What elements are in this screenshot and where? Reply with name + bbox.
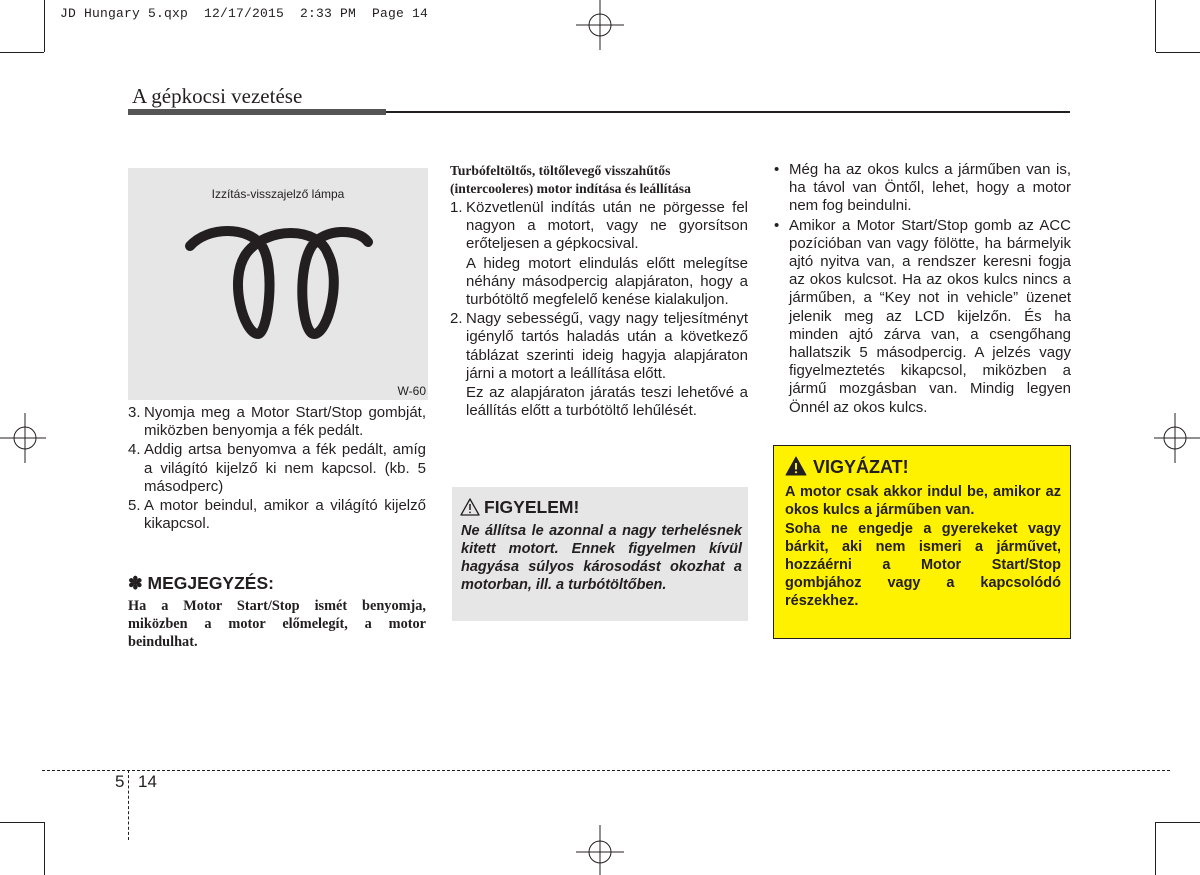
- warning-title: [785, 456, 909, 478]
- warning-paragraph: Soha ne engedje a gyerekeket vagy bárkit, aki nem ismeri a járművet, hozzáérni a Motor Start/Stop gombjához vagy a kapcsolódó részekhez.: [785, 521, 1061, 609]
- figure-caption: Izzítás-visszajelző lámpa: [211, 187, 345, 201]
- step-number: 5.: [128, 497, 141, 515]
- warning-title-text: VIGYÁZAT!: [813, 457, 909, 477]
- note-body: Ha a Motor Start/Stop ismét benyomja, miközben a motor előmelegít, a motor beindulhat.: [128, 598, 426, 650]
- list-item: [128, 404, 426, 440]
- turbo-steps-list: [450, 199, 748, 421]
- step-number: 3.: [128, 404, 141, 421]
- step-subparagraph: Ez az alapjáraton járatás teszi lehetővé a leállítás előtt a turbótöltő lehűlését.: [466, 384, 748, 420]
- chapter-number: 5: [115, 772, 125, 791]
- caution-triangle-icon: [460, 498, 480, 516]
- note-title-text: MEGJEGYZÉS:: [147, 573, 274, 593]
- warning-paragraph: A motor csak akkor indul be, amikor az okos kulcs a járműben van.: [785, 484, 1061, 518]
- note-title: [128, 573, 274, 594]
- registration-mark-left-icon: [0, 413, 50, 463]
- page-number: 14: [138, 772, 157, 791]
- step-text: Nagy sebességű, vagy nagy teljesítményt igénylő tartós haladás után a következő táblázat szerinti ideig hagyja alapjáraton járni a motort a leállítása előtt.: [466, 310, 748, 382]
- caution-box: [452, 487, 748, 621]
- warning-body: [785, 483, 1061, 611]
- registration-mark-bottom-icon: [572, 825, 628, 875]
- step-text: Nyomja meg a Motor Start/Stop gombját, miközben benyomja a fék pedált.: [144, 404, 426, 440]
- list-item: [128, 497, 426, 533]
- section-title: A gépkocsi vezetése: [132, 84, 303, 108]
- list-item: [450, 310, 748, 383]
- figure-code: W-60: [397, 384, 426, 398]
- registration-mark-top-icon: [572, 0, 628, 52]
- header-rule-thick: [128, 109, 386, 115]
- list-item: [128, 441, 426, 496]
- glow-plug-coil-icon: [168, 208, 388, 348]
- bullet-icon: •: [774, 161, 780, 178]
- start-steps-list: [128, 404, 426, 534]
- list-item: [450, 199, 748, 254]
- step-text: Közvetlenül indítás után ne pörgesse fel nagyon a motort, vagy ne gyorsítson erőteljesen a gépkocsival.: [466, 199, 748, 253]
- footer-divider: [128, 770, 129, 840]
- header-rule-thin: [386, 111, 1070, 113]
- caution-title-text: FIGYELEM!: [484, 497, 580, 517]
- print-slug: JD Hungary 5.qxp 12/17/2015 2:33 PM Page 14: [60, 6, 429, 21]
- turbo-heading: Turbófeltöltős, töltőlevegő visszahűtős (intercooleres) motor indítása és leállítása: [450, 163, 691, 196]
- bullet-text: Amikor a Motor Start/Stop gomb az ACC pozícióban van vagy fölötte, ha bármelyik ajtó nyitva van, a rendszer keresni fogja az okos kulcsot. Ha az okos kulcs nincs a járműben, a “Key not in vehicle” üzenet jelenik meg az LCD kijelzőn. És ha minden ajtó zárva van, a csengőhang hallatszik 5 másodpercig. A jelzés vagy figyelmeztetés kikapcsol, miközben a jármű mozgásban van. Mindig legyen Önnél az okos kulcs.: [789, 216, 1071, 416]
- caution-body: Ne állítsa le azonnal a nagy terhelésnek kitett motort. Ennek figyelmen kívül hagyása súlyos károsodást okozhat a motorban, ill. a turbótöltőben.: [461, 523, 742, 593]
- step-number: 4.: [128, 441, 141, 459]
- step-text: Addig artsa benyomva a fék pedált, amíg a világító kijelző ki nem kapcsol. (kb. 5 másodperc): [144, 441, 426, 495]
- glow-plug-figure: [128, 168, 428, 400]
- step-text: A motor beindul, amikor a világító kijelző kikapcsol.: [144, 497, 426, 533]
- step-number: 1.: [450, 199, 463, 216]
- registration-mark-right-icon: [1150, 413, 1200, 463]
- caution-title: [460, 497, 579, 518]
- bullet-icon: •: [774, 216, 780, 234]
- note-symbol-icon: ✽: [128, 573, 143, 593]
- list-item: [773, 217, 1071, 417]
- list-item: [773, 161, 1071, 216]
- warning-triangle-icon: [785, 456, 807, 476]
- footer-rule: [42, 770, 1170, 771]
- bullet-text: Még ha az okos kulcs a járműben van is, ha távol van Öntől, lehet, hogy a motor nem fog beindulni.: [789, 161, 1071, 215]
- step-subparagraph: A hideg motort elindulás előtt melegítse néhány másodpercig alapjáraton, hogy a turbótöltő megfelelő kenése kialakuljon.: [466, 254, 748, 309]
- warning-box: [773, 445, 1071, 639]
- smart-key-bullets: [773, 161, 1071, 418]
- step-number: 2.: [450, 310, 463, 328]
